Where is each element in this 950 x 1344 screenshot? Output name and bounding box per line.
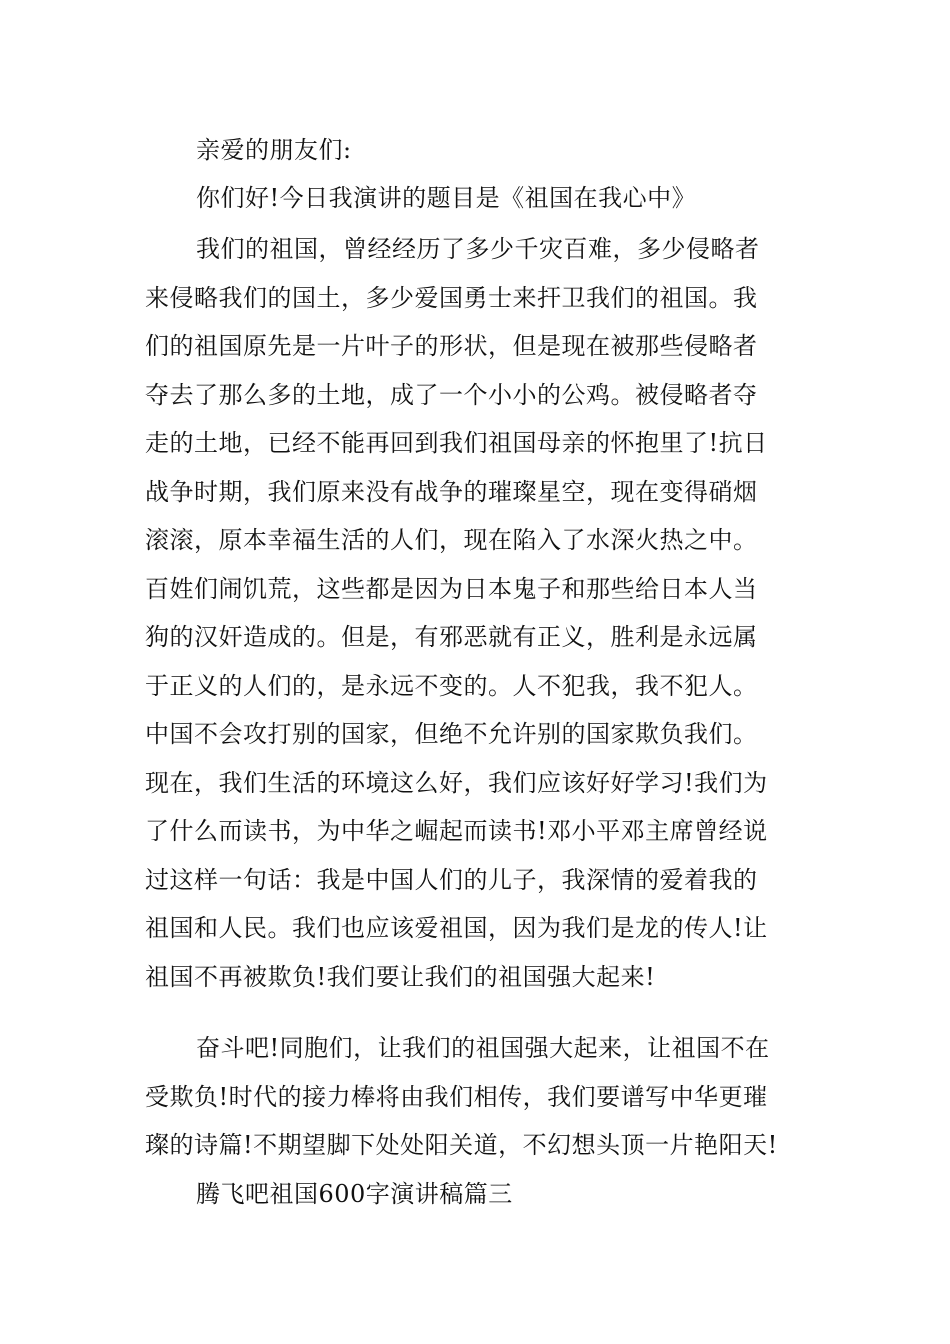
paragraph-line: 过这样一句话：我是中国人们的儿子，我深情的爱着我的: [145, 865, 758, 894]
paragraph-line: 夺去了那么多的土地，成了一个小小的公鸡。被侵略者夺: [145, 380, 758, 409]
paragraph-line: 战争时期，我们原来没有战争的璀璨星空，现在变得硝烟: [145, 477, 758, 506]
intro-paragraph: [145, 174, 805, 223]
paragraph-line: 受欺负!时代的接力棒将由我们相传，我们要谱写中华更璀: [145, 1082, 768, 1111]
paragraph-line: 了什么而读书，为中华之崛起而读书!邓小平邓主席曾经说: [145, 817, 768, 845]
paragraph-line: 中国不会攻打别的国家，但绝不允许别的国家欺负我们。: [145, 720, 758, 748]
paragraph-line: 们的祖国原先是一片叶子的形状，但是现在被那些侵略者: [145, 332, 758, 360]
paragraph-line: 祖国不再被欺负!我们要让我们的祖国强大起来!: [145, 962, 656, 991]
paragraph-line: 祖国和人民。我们也应该爱祖国，因为我们是龙的传人!让: [145, 914, 768, 942]
paragraph-line: 我们的祖国，曾经经历了多少千灾百难，多少侵略者: [196, 235, 760, 263]
paragraph-line: 滚滚，原本幸福生活的人们，现在陷入了水深火热之中。: [145, 526, 758, 554]
paragraph-line: 来侵略我们的国土，多少爱国勇士来扞卫我们的祖国。我: [145, 283, 758, 312]
paragraph-line: 奋斗吧!同胞们，让我们的祖国强大起来，让祖国不在: [196, 1034, 770, 1062]
greeting-line: 亲爱的朋友们:: [196, 136, 352, 164]
paragraph-line: 走的土地，已经不能再回到我们祖国母亲的怀抱里了!抗日: [145, 429, 768, 457]
body-paragraph-1: [145, 225, 805, 1001]
body-paragraph-2: [145, 1024, 805, 1170]
paragraph-line: 狗的汉奸造成的。但是，有邪恶就有正义，胜利是永远属: [145, 623, 758, 651]
section-heading-line: 腾飞吧祖国600字演讲稿篇三: [196, 1180, 513, 1208]
section-heading: [145, 1170, 805, 1219]
paragraph-line: 百姓们闹饥荒，这些都是因为日本鬼子和那些给日本人当: [145, 574, 758, 603]
greeting-paragraph: [145, 126, 805, 175]
paragraph-line: 璨的诗篇!不期望脚下处处阳关道，不幻想头顶一片艳阳天!: [145, 1131, 778, 1159]
paragraph-line: 于正义的人们的，是永远不变的。人不犯我，我不犯人。: [145, 671, 758, 700]
paragraph-line: 现在，我们生活的环境这么好，我们应该好好学习!我们为: [145, 768, 768, 797]
intro-line: 你们好!今日我演讲的题目是《祖国在我心中》: [196, 184, 697, 212]
